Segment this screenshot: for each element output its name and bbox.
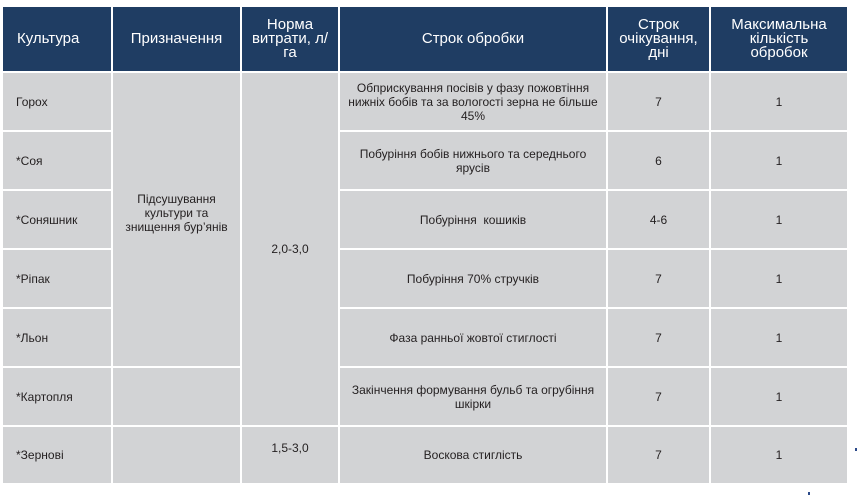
- max-treatments-cell: 1: [710, 367, 848, 426]
- timing-cell: Фаза ранньої жовтої стиглості: [339, 308, 607, 367]
- culture-cell: *Льон: [2, 308, 112, 367]
- timing-cell: Побуріння бобів нижнього та середнього ярусів: [339, 131, 607, 190]
- max-treatments-cell: 1: [710, 190, 848, 249]
- timing-cell: Побуріння кошиків: [339, 190, 607, 249]
- header-purpose: Призначення: [112, 6, 241, 72]
- header-rate: Норма витрати, л/га: [241, 6, 339, 72]
- timing-cell: Побуріння 70% стручків: [339, 249, 607, 308]
- header-max-treatments: Максимальна кількість обробок: [710, 6, 848, 72]
- waiting-cell: 6: [607, 131, 710, 190]
- header-row: [2, 6, 848, 72]
- header-timing: Строк обробки: [339, 6, 607, 72]
- table-row: [2, 72, 848, 131]
- rate-cell: 2,0-3,0: [241, 72, 339, 426]
- culture-cell: Горох: [2, 72, 112, 131]
- timing-cell: Закінчення формування бульб та огрубіння шкірки: [339, 367, 607, 426]
- waiting-cell: 7: [607, 367, 710, 426]
- max-treatments-cell: 1: [710, 249, 848, 308]
- culture-cell: *Соя: [2, 131, 112, 190]
- max-treatments-cell: 1: [710, 308, 848, 367]
- table-row: [2, 367, 848, 426]
- waiting-cell: 7: [607, 426, 710, 484]
- culture-cell: *Ріпак: [2, 249, 112, 308]
- purpose-cell: Підсушування культури та знищення бур’янів: [112, 72, 241, 367]
- culture-cell: *Картопля: [2, 367, 112, 426]
- waiting-cell: 7: [607, 308, 710, 367]
- max-treatments-cell: 1: [710, 426, 848, 484]
- culture-cell: *Соняшник: [2, 190, 112, 249]
- waiting-cell: 4-6: [607, 190, 710, 249]
- waiting-cell: 7: [607, 249, 710, 308]
- waiting-cell: 7: [607, 72, 710, 131]
- header-culture: Культура: [2, 6, 112, 72]
- max-treatments-cell: 1: [710, 72, 848, 131]
- edge-mark: [855, 448, 857, 451]
- purpose-empty-cell: [112, 426, 241, 484]
- application-rates-table: [1, 5, 849, 485]
- header-waiting: Строк очікування, дні: [607, 6, 710, 72]
- timing-cell: Обприскування посівів у фазу пожовтіння нижніх бобів та за вологості зерна не більше 45%: [339, 72, 607, 131]
- culture-cell: *Зернові: [2, 426, 112, 484]
- rate-cell: 1,5-3,0: [241, 426, 339, 484]
- table-row: [2, 426, 848, 484]
- max-treatments-cell: 1: [710, 131, 848, 190]
- purpose-empty-cell: [112, 367, 241, 426]
- timing-cell: Воскова стиглість: [339, 426, 607, 484]
